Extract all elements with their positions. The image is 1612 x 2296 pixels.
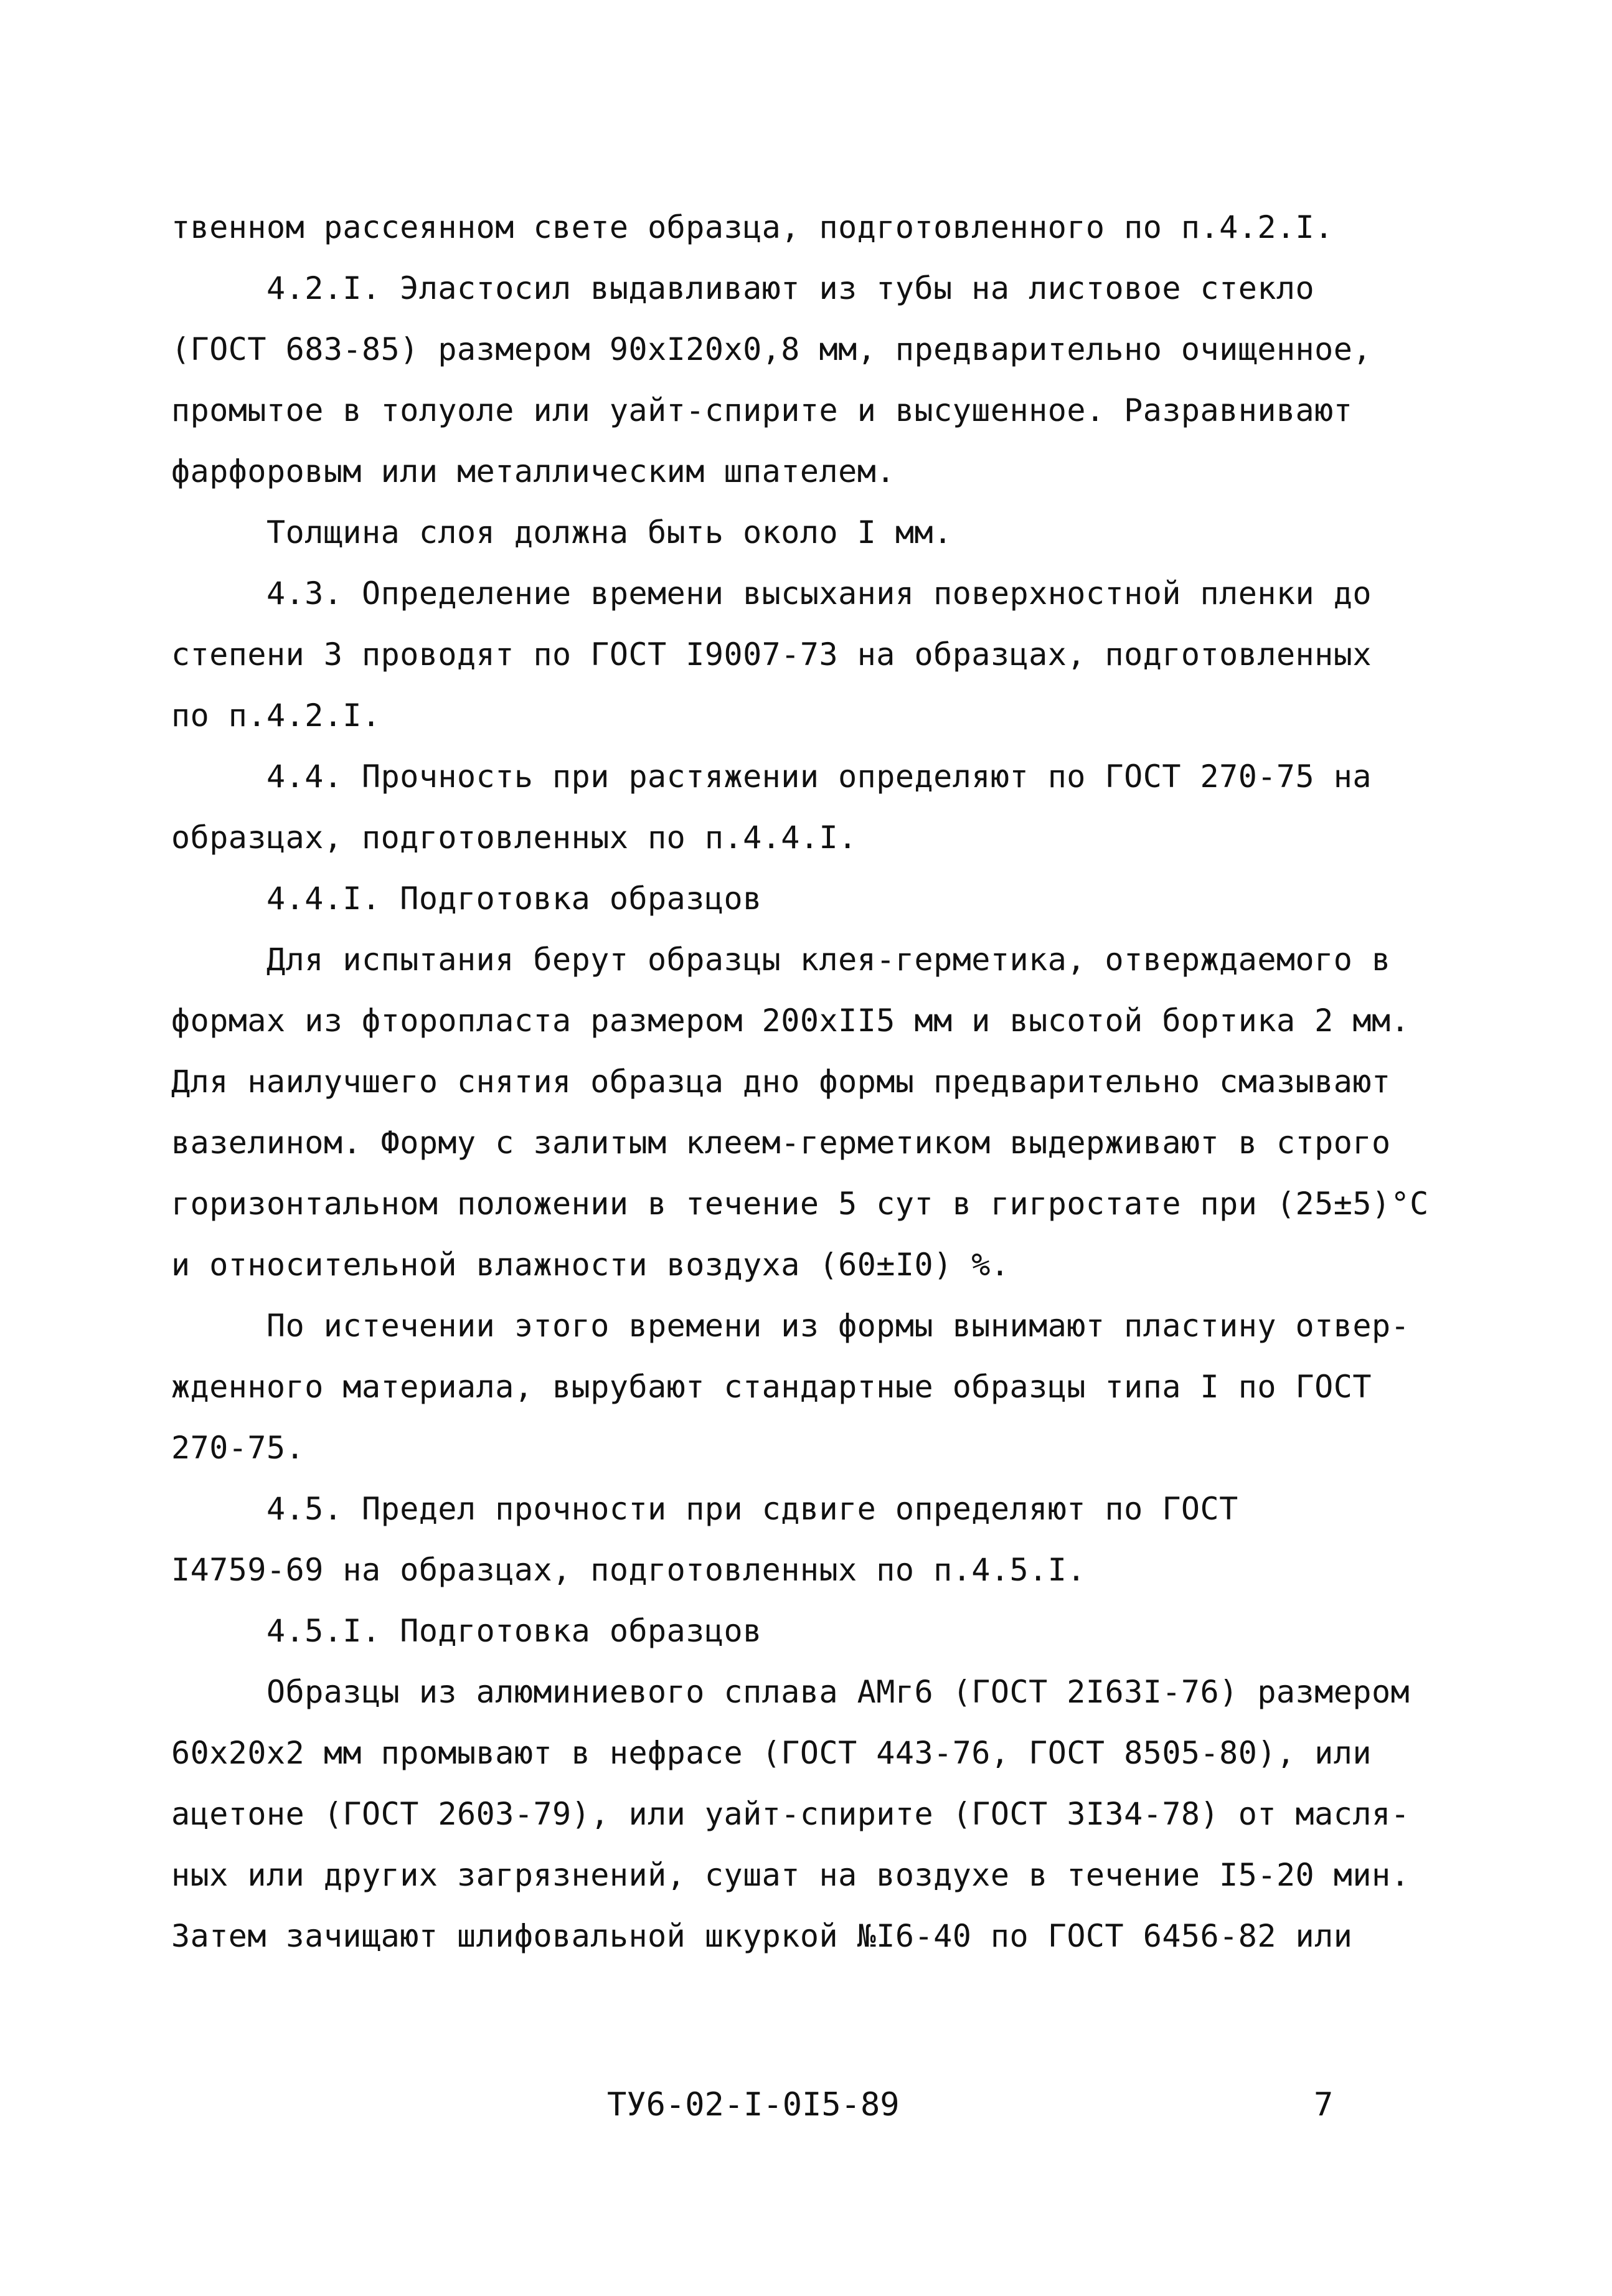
text-line: формах из фторопласта размером 200хII5 мм и высотой бортика 2 мм. (171, 1003, 1410, 1039)
document-code: ТУ6-02-I-0I5-89 (607, 2086, 900, 2124)
text-line: 4.5. Предел прочности при сдвиге определяют по ГОСТ (266, 1491, 1238, 1527)
text-line: Образцы из алюминиевого сплава АМг6 (ГОСТ 2I63I-76) размером (266, 1674, 1410, 1710)
text-line: По истечении этого времени из формы вынимают пластину отвер- (266, 1308, 1410, 1344)
text-line: 270-75. (171, 1430, 305, 1466)
text-line: 4.2.I. Эластосил выдавливают из тубы на листовое стекло (266, 270, 1315, 306)
text-line: Для наилучшего снятия образца дно формы предварительно смазывают (171, 1064, 1391, 1100)
text-line: по п.4.2.I. (171, 697, 381, 734)
section-heading: 4.5.I. Подготовка образцов (266, 1613, 762, 1649)
text-line: вазелином. Форму с залитым клеем-герметиком выдерживают в строго (171, 1125, 1391, 1161)
page-number: 7 (1314, 2086, 1334, 2124)
text-line: степени 3 проводят по ГОСТ I9007-73 на образцах, подготовленных (171, 636, 1372, 673)
text-line: ных или других загрязнений, сушат на воздухе в течение I5-20 мин. (171, 1857, 1410, 1893)
text-line: и относительной влажности воздуха (60±I0) %. (171, 1247, 1010, 1283)
text-line: 4.4. Прочность при растяжении определяют по ГОСТ 270-75 на (266, 758, 1372, 795)
text-line: промытое в толуоле или уайт-спирите и высушенное. Разравнивают (171, 392, 1353, 428)
text-line: твенном рассеянном свете образца, подготовленного по п.4.2.I. (171, 209, 1334, 245)
text-line: фарфоровым или металлическим шпателем. (171, 453, 895, 489)
text-line: Затем зачищают шлифовальной шкуркой №I6-40 по ГОСТ 6456-82 или (171, 1918, 1353, 1954)
text-line: 4.3. Определение времени высыхания поверхностной пленки до (266, 575, 1372, 612)
text-line: жденного материала, вырубают стандартные образцы типа I по ГОСТ (171, 1369, 1372, 1405)
section-heading: 4.4.I. Подготовка образцов (266, 881, 762, 917)
text-line: Для испытания берут образцы клея-герметика, отверждаемого в (266, 942, 1391, 978)
text-line: (ГОСТ 683-85) размером 90хI20х0,8 мм, предварительно очищенное, (171, 331, 1372, 367)
text-line: 60х20х2 мм промывают в нефрасе (ГОСТ 443-76, ГОСТ 8505-80), или (171, 1735, 1372, 1771)
text-line: I4759-69 на образцах, подготовленных по п.4.5.I. (171, 1552, 1086, 1588)
text-line: Толщина слоя должна быть около I мм. (266, 514, 953, 550)
text-line: образцах, подготовленных по п.4.4.I. (171, 820, 857, 856)
text-line: ацетоне (ГОСТ 2603-79), или уайт-спирите (ГОСТ 3I34-78) от масля- (171, 1796, 1410, 1832)
text-line: горизонтальном положении в течение 5 сут в гигростате при (25±5)°С (171, 1186, 1429, 1222)
